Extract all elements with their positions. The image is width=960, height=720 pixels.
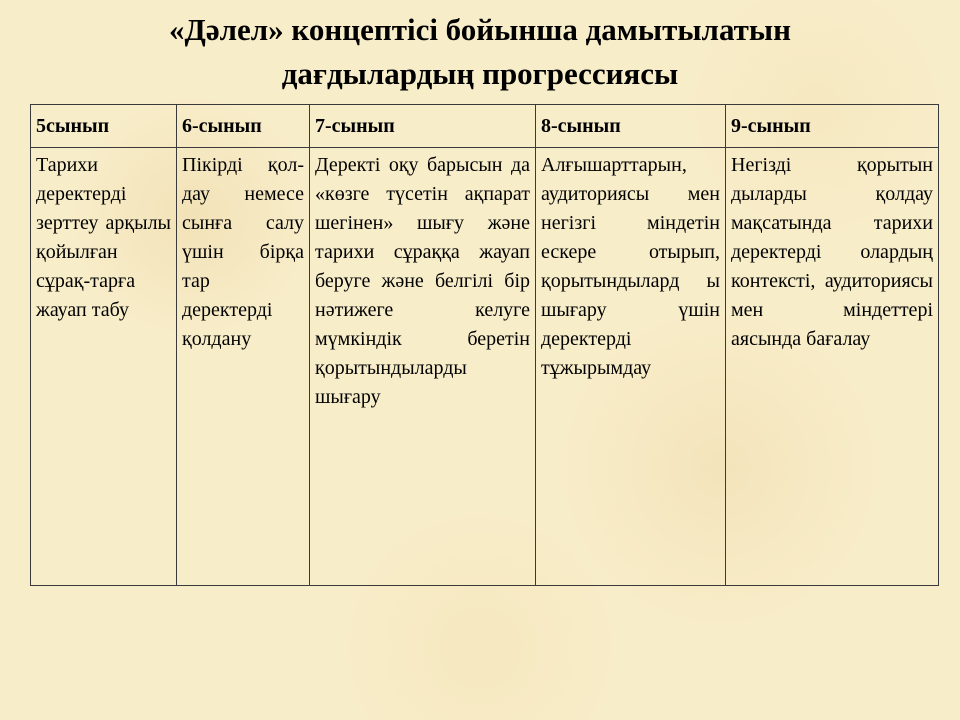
- table-row: [31, 148, 939, 586]
- cell-grade-9: [726, 148, 939, 586]
- cell-grade-7-text: Деректі оқу барысын да «көзге түсетін ақпарат шегінен» шығу және тарихи сұраққа жауап беруге және белгілі бір нәтижеге келуге мүмкіндік беретін қорытындыларды шығару: [315, 154, 530, 408]
- page-title-line-1: «Дәлел» концептісі бойынша дамытылатын: [169, 12, 791, 47]
- cell-grade-8-text: Алғышарттарын, аудиториясы мен негізгі міндетін ескере отырып, қорытындылард ы шығару үшін деректерді тұжырымдау: [541, 154, 720, 379]
- progression-table: [30, 104, 939, 586]
- cell-grade-6: [177, 148, 310, 586]
- column-header-grade-6: 6-сынып: [177, 105, 310, 148]
- cell-grade-8: [536, 148, 726, 586]
- cell-grade-5: [31, 148, 177, 586]
- column-header-grade-8: 8-сынып: [536, 105, 726, 148]
- column-header-grade-9: 9-сынып: [726, 105, 939, 148]
- cell-grade-9-text: Негізді қорытын дыларды қолдау мақсатында тарихи деректерді олардың контексті, аудиториясы мен міндеттері аясында бағалау: [731, 154, 933, 350]
- cell-grade-5-text: Тарихи деректерді зерттеу арқылы қойылған сұрақ-тарға жауап табу: [36, 154, 171, 321]
- column-header-grade-7: 7-сынып: [310, 105, 536, 148]
- cell-grade-7: [310, 148, 536, 586]
- page-title: [0, 8, 960, 96]
- column-header-grade-5: 5сынып: [31, 105, 177, 148]
- cell-grade-6-text: Пікірді қол-дау немесе сынға салу үшін бірқа тар деректерді қолдану: [182, 154, 304, 350]
- table-header-row: [31, 105, 939, 148]
- page-title-line-2: дағдылардың прогрессиясы: [281, 56, 679, 91]
